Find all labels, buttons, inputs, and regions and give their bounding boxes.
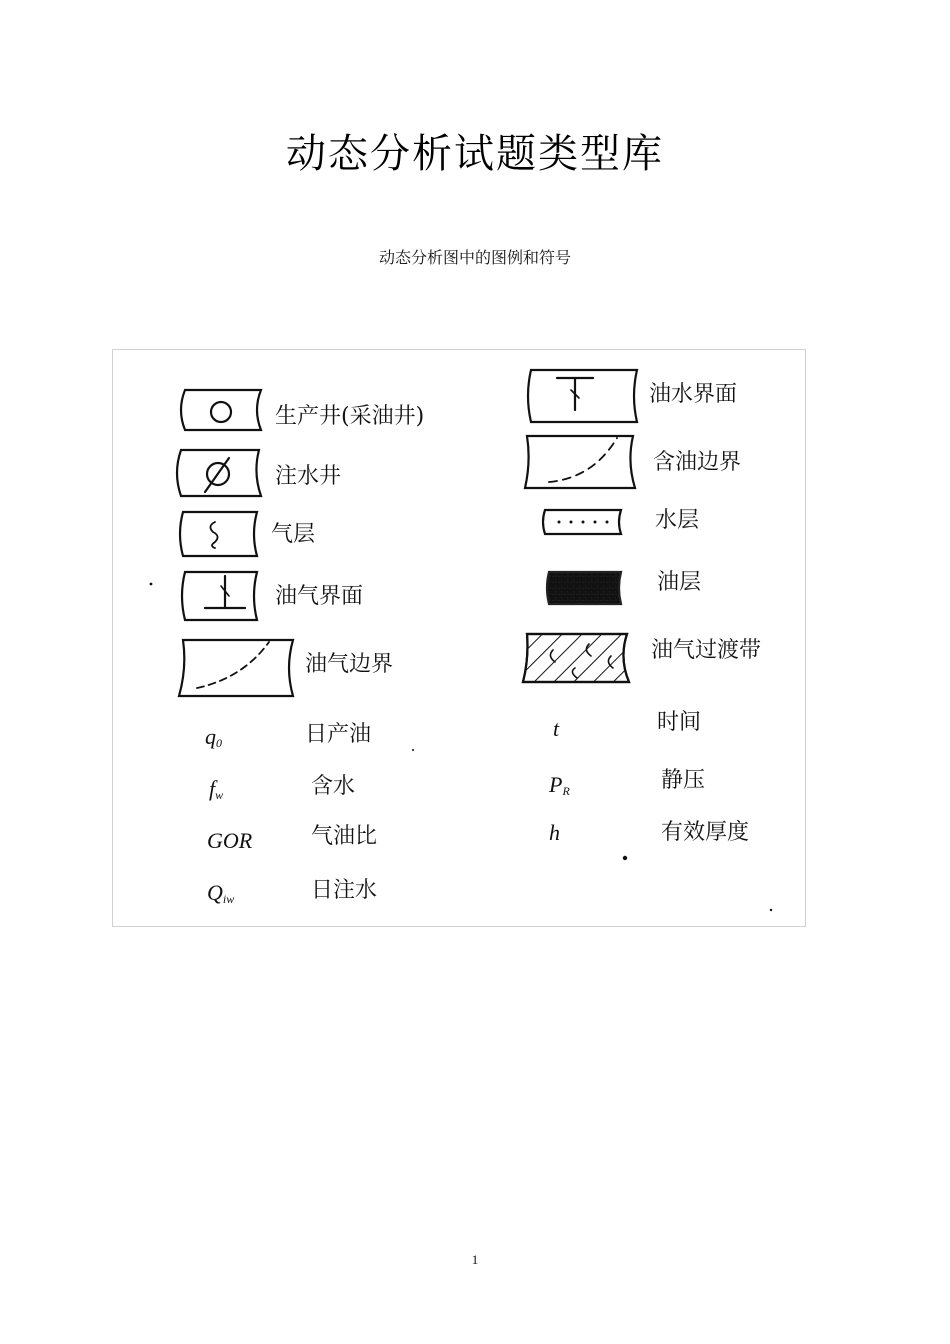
symbol-time: t — [553, 716, 560, 741]
page-subtitle: 动态分析图中的图例和符号 — [378, 248, 571, 267]
legend-label-oil-layer: 油层 — [657, 570, 702, 595]
oil-gas-transition-zone-icon — [523, 634, 629, 682]
symbol-meaning-effective-thickness: 有效厚度 — [661, 820, 750, 845]
symbol-daily-oil: $q_0$ — [205, 724, 222, 750]
oil-gas-interface-icon — [182, 572, 257, 620]
water-layer-icon — [543, 510, 621, 534]
injection-well-icon — [177, 450, 261, 496]
legend-label-oil-gas-transition-zone: 油气过渡带 — [651, 638, 762, 663]
legend-label-oil-water-interface: 油水界面 — [649, 382, 738, 407]
legend-figure — [112, 349, 806, 927]
gas-layer-icon — [180, 512, 257, 556]
symbol-water-cut: $f_w$ — [209, 776, 224, 802]
symbol-meaning-static-pressure: 静压 — [661, 768, 706, 793]
legend-label-oil-gas-boundary: 油气边界 — [305, 652, 394, 677]
oil-layer-icon — [547, 572, 621, 604]
symbol-meaning-time: 时间 — [657, 710, 702, 735]
page-number: 1 — [471, 1252, 479, 1267]
oil-gas-boundary-icon — [179, 640, 293, 696]
symbol-gor: GOR — [207, 828, 253, 853]
symbol-daily-injection: $Q_{iw}$ — [207, 880, 235, 906]
page-title: 动态分析试题类型库 — [286, 131, 664, 177]
symbol-effective-thickness: h — [549, 820, 560, 845]
legend-label-water-layer: 水层 — [655, 508, 700, 533]
legend-label-oil-bearing-boundary: 含油边界 — [653, 450, 742, 475]
production-well-icon — [181, 390, 261, 430]
legend-label-injection-well: 注水井 — [275, 464, 342, 489]
symbol-meaning-daily-injection: 日注水 — [311, 878, 378, 903]
legend-label-production-well: 生产井(采油井) — [275, 404, 425, 429]
legend-label-oil-gas-interface: 油气界面 — [275, 584, 364, 609]
legend-label-gas-layer: 气层 — [271, 522, 316, 547]
symbol-meaning-gor: 气油比 — [311, 824, 378, 849]
symbol-meaning-water-cut: 含水 — [311, 774, 356, 799]
oil-bearing-boundary-icon — [525, 436, 635, 488]
oil-water-interface-icon — [528, 370, 637, 422]
symbol-static-pressure: $P_R$ — [549, 772, 570, 798]
symbol-meaning-daily-oil: 日产油 — [305, 722, 372, 747]
